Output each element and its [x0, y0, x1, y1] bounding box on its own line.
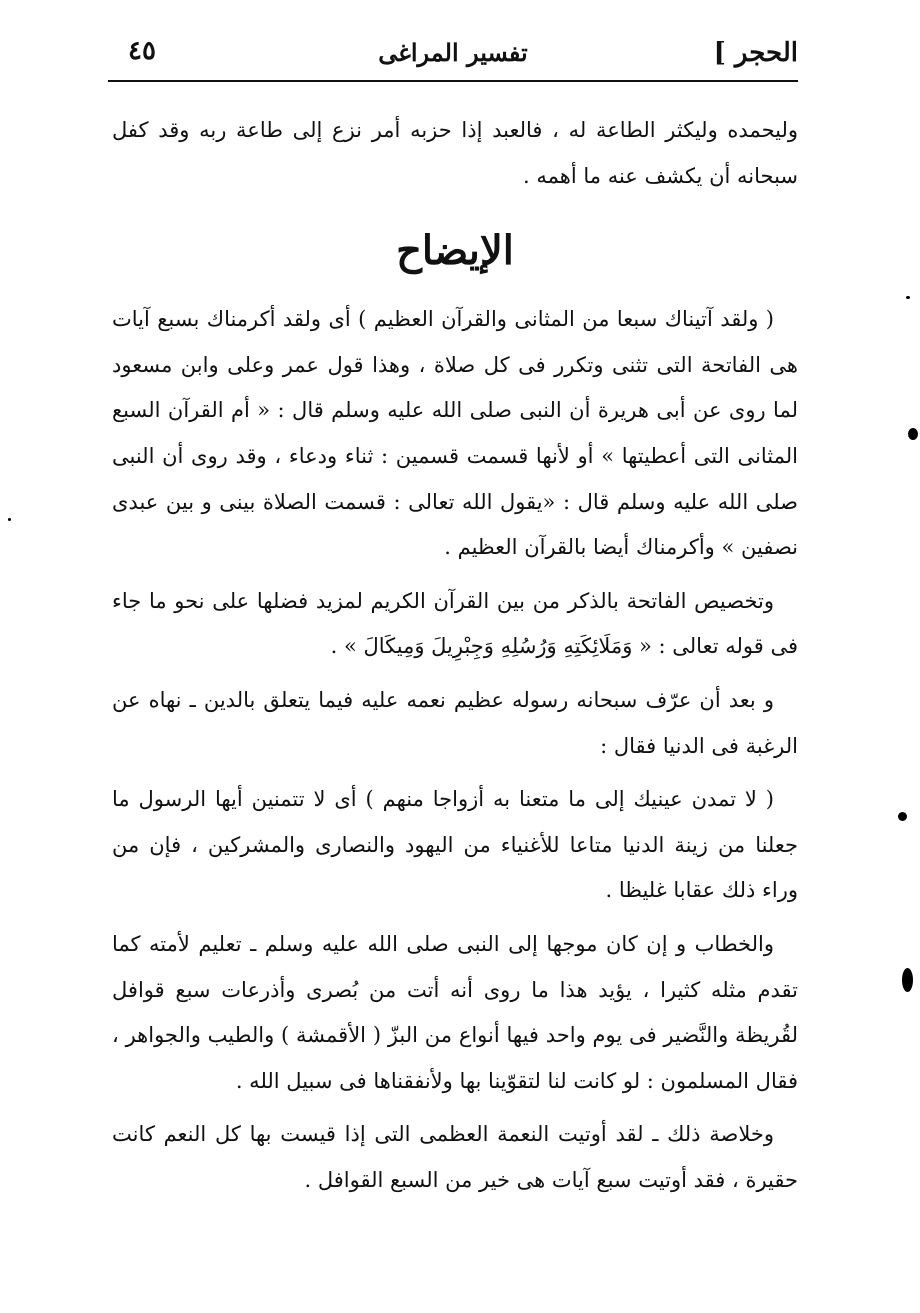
- header-rule: [108, 80, 798, 82]
- paragraph-continuation: وليحمده وليكثر الطاعة له ، فالعبد إذا حزبه أمر نزع إلى طاعة ربه وقد كفل سبحانه أن يكشف عنه ما أهمه .: [112, 118, 798, 188]
- page-body: [112, 108, 798, 1203]
- paragraph-fatiha: وتخصيص الفاتحة بالذكر من بين القرآن الكريم لمزيد فضلها على نحو ما جاء فى قوله تعالى : « وَمَلَائِكَتِهِ وَرُسُلِهِ وَجِبْرِيلَ وَمِيكَالَ » .: [112, 588, 798, 659]
- scan-speck: [898, 812, 907, 821]
- paragraph-verse-87: ( ولقد آتيناك سبعا من المثانى والقرآن العظيم ) أى ولقد أكرمناك بسبع آيات هى الفاتحة التى تثنى وتكرر فى كل صلاة ، وهذا قول عمر وعلى وابن مسعود لما روى عن أبى هريرة أن النبى صلى الله عليه وسلم قال : « أم القرآن السبع المثانى التى أعطيتها » أو لأنها قسمت قسمين : ثناء ودعاء ، وقد روى أن النبى صلى الله عليه وسلم قال : «يقول الله تعالى : قسمت الصلاة بينى و بين عبدى نصفين » وأكرمناك أيضا بالقرآن العظيم .: [112, 307, 798, 560]
- paragraph-verse-88: ( لا تمدن عينيك إلى ما متعنا به أزواجا منهم ) أى لا تتمنين أيها الرسول ما جعلنا من زينة الدنيا متاعا للأغنياء من اليهود والنصارى والمشركين ، فإن من وراء ذلك عقابا غليظا .: [112, 787, 798, 903]
- scan-speck: [8, 518, 11, 521]
- scan-speck: [908, 428, 918, 440]
- surah-name: الحجر ]: [713, 38, 798, 68]
- paragraph-transition: و بعد أن عرّف سبحانه رسوله عظيم نعمه عليه فيما يتعلق بالدين ـ نهاه عن الرغبة فى الدنيا فقال :: [112, 687, 798, 758]
- page-header: [108, 30, 798, 82]
- scan-speck: [902, 968, 913, 992]
- book-title: تفسير المراغى: [378, 38, 528, 67]
- paragraph-summary: وخلاصة ذلك ـ لقد أوتيت النعمة العظمى التى إذا قيست بها كل النعم كانت حقيرة ، فقد أوتيت سبع آيات هى خير من السبع القوافل .: [112, 1122, 798, 1192]
- section-heading: الإيضاح: [396, 227, 514, 275]
- paragraph-address: والخطاب و إن كان موجها إلى النبى صلى الله عليه وسلم ـ تعليم لأمته كما تقدم مثله كثيرا ، يؤيد هذا ما روى أنه أتت من بُصرى وأذرعات سبع قوافل لقُريظة والنَّضير فى يوم واحد فيها أنواع من البزّ ( الأقمشة ) والطيب والجواهر ، فقال المسلمون : لو كانت لنا لتقوّينا بها ولأنفقناها فى سبيل الله .: [112, 931, 798, 1093]
- scan-speck: [906, 296, 910, 299]
- page-number: ٤٥: [128, 36, 156, 66]
